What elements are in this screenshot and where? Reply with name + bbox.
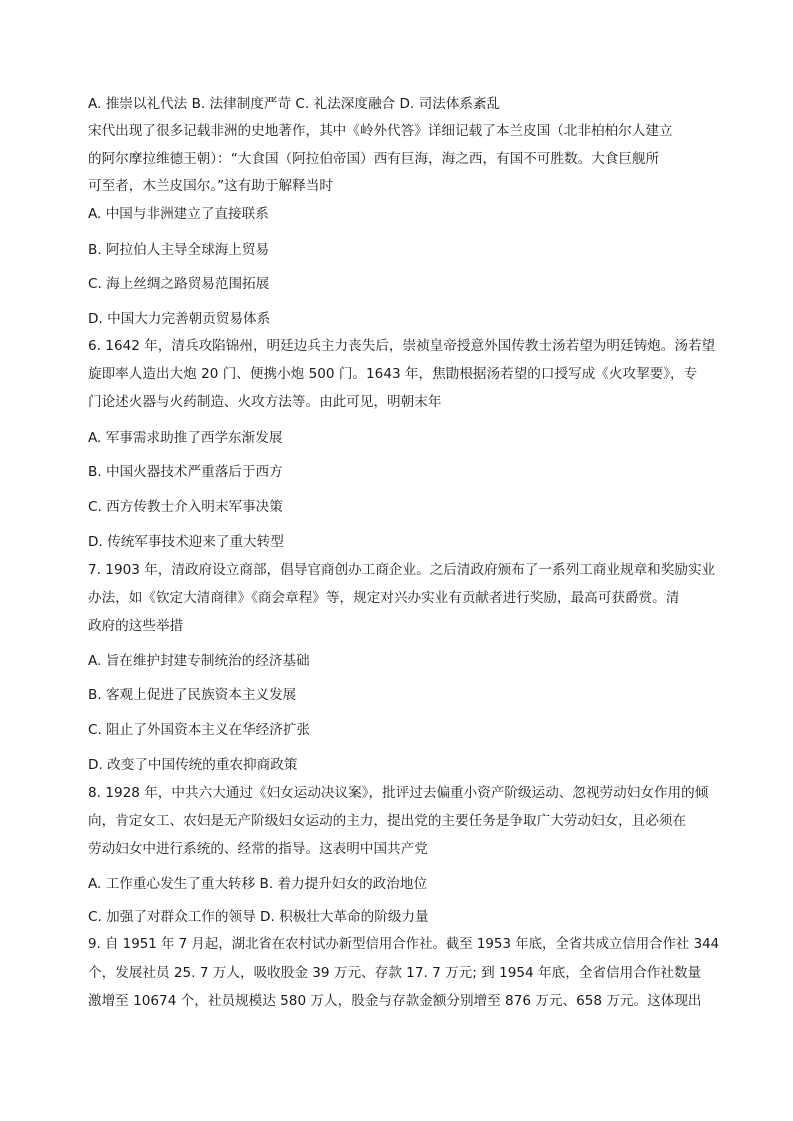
q8-stem-line-2: 向，肯定女工、农妇是无产阶级妇女运动的主力，提出党的主要任务是争取广大劳动妇女，且必须在 [88,813,687,829]
q8-stem-line-1: 8. 1928 年，中共六大通过《妇女运动决议案》，批评过去偏重小资产阶级运动、忽视劳动妇女作用的倾 [88,785,709,801]
q4-options-line: A. 推崇以礼代法 B. 法律制度严苛 C. 礼法深度融合 D. 司法体系紊乱 [88,96,501,112]
q6-option-d: D. 传统军事技术迎来了重大转型 [88,534,284,550]
q5-option-b: B. 阿拉伯人主导全球海上贸易 [88,242,270,258]
q5-stem-line-3: 可至者，木兰皮国尔。”这有助于解释当时 [88,178,333,194]
q9-stem-line-2: 个，发展社员 25. 7 万人，吸收股金 39 万元、存款 17. 7 万元; 到 1954 年底，全省信用合作社数量 [88,965,702,981]
q7-stem-line-1: 7. 1903 年，清政府设立商部，倡导官商创办工商企业。之后清政府颁布了一系列工商业规章和奖励实业 [88,562,716,578]
q5-option-d: D. 中国大力完善朝贡贸易体系 [88,311,271,327]
q6-option-a: A. 军事需求助推了西学东渐发展 [88,430,283,446]
q5-stem-line-1: 宋代出现了很多记载非洲的史地著作，其中《岭外代答》详细记载了本兰皮国（北非柏柏尔人建立 [88,123,673,139]
q7-stem-line-2: 办法，如《钦定大清商律》《商会章程》等，规定对兴办实业有贡献者进行奖励，最高可获爵赏。清 [88,590,680,606]
q5-stem-line-2: 的阿尔摩拉维德王朝）：“大食国（阿拉伯帝国）西有巨海，海之西，有国不可胜数。大食巨舰所 [88,151,660,167]
q8-stem-line-3: 劳动妇女中进行系统的、经常的指导。这表明中国共产党 [88,841,428,857]
q7-stem-line-3: 政府的这些举措 [88,618,184,634]
q6-stem-line-1: 6. 1642 年，清兵攻陷锦州，明廷边兵主力丧失后，崇祯皇帝授意外国传教士汤若望为明廷铸炮。汤若望 [88,338,716,354]
q5-option-c: C. 海上丝绸之路贸易范围拓展 [88,276,270,292]
q8-options-line-1: A. 工作重心发生了重大转移 B. 着力提升妇女的政治地位 [88,876,428,892]
q5-option-a: A. 中国与非洲建立了直接联系 [88,206,269,222]
q6-option-b: B. 中国火器技术严重落后于西方 [88,464,283,480]
q7-option-c: C. 阻止了外国资本主义在华经济扩张 [88,722,311,738]
q6-stem-line-2: 旋即率人造出大炮 20 门、便携小炮 500 门。1643 年，焦勖根据汤若望的口授写成《火攻挈要》，专 [88,366,698,382]
q9-stem-line-3: 激增至 10674 个，社员规模达 580 万人，股金与存款金额分别增至 876 万元、658 万元。这体现出 [88,993,702,1009]
q7-option-d: D. 改变了中国传统的重农抑商政策 [88,757,298,773]
q6-option-c: C. 西方传教士介入明末军事决策 [88,499,283,515]
q9-stem-line-1: 9. 自 1951 年 7 月起，湖北省在农村试办新型信用合作社。截至 1953 年底，全省共成立信用合作社 344 [88,937,720,952]
q6-stem-line-3: 门论述火器与火药制造、火攻方法等。由此可见，明朝末年 [88,394,442,410]
q8-options-line-2: C. 加强了对群众工作的领导 D. 积极壮大革命的阶级力量 [88,909,429,925]
q7-option-a: A. 旨在维护封建专制统治的经济基础 [88,653,310,669]
q7-option-b: B. 客观上促进了民族资本主义发展 [88,687,297,703]
